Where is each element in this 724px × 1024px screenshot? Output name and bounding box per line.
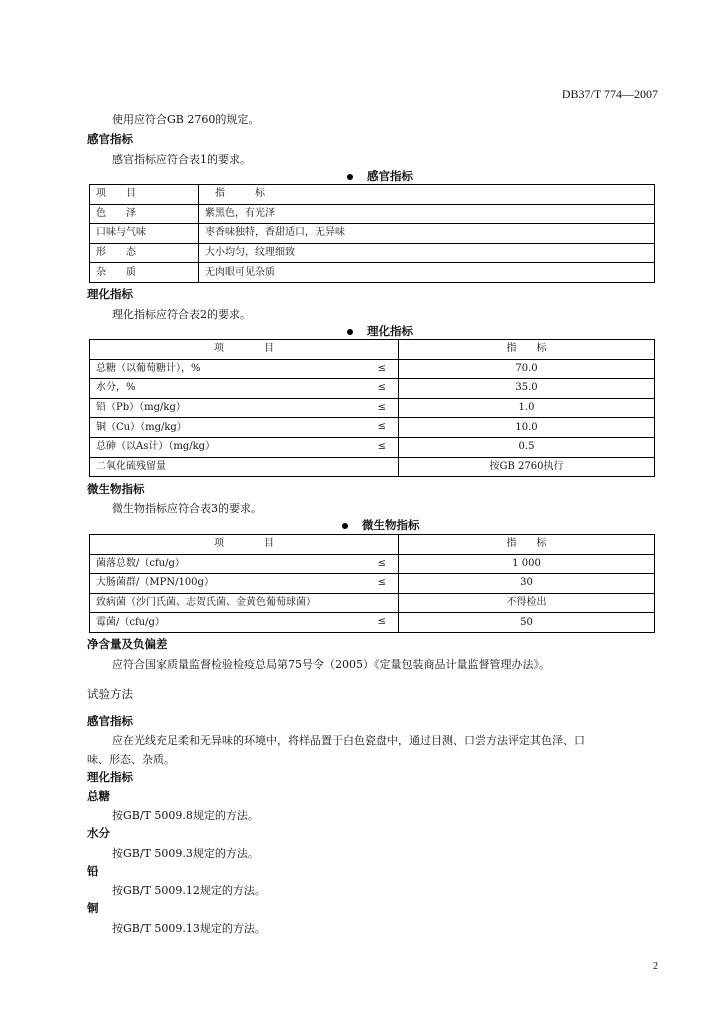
table-row	[90, 224, 655, 244]
table-header-cell: 项 目	[90, 535, 399, 555]
table-cell: 无肉眼可见杂质	[199, 263, 655, 283]
table-header-cell: 指 标	[199, 185, 655, 205]
bullet-icon	[347, 329, 353, 335]
sensory-heading: 感官指标	[87, 132, 133, 146]
sensory-text: 感官指标应符合表1的要求。	[112, 153, 251, 166]
physchem-heading: 理化指标	[87, 287, 133, 301]
table-cell: 30	[399, 574, 655, 594]
table-cell: 70.0	[399, 359, 655, 379]
table-cell: 35.0	[399, 379, 655, 399]
net-content-text: 应符合国家质量监督检验检疫总局第75号令（2005）《定量包装商品计量监督管理办法》。	[112, 658, 550, 671]
micro-text: 微生物指标应符合表3的要求。	[112, 502, 262, 515]
table-row	[90, 243, 655, 263]
table-row	[90, 398, 655, 418]
bullet-icon	[342, 523, 348, 529]
table-cell: 二氧化硫残留量	[90, 457, 399, 477]
table2-title: 理化指标	[347, 323, 413, 339]
table-row	[90, 613, 655, 633]
table-cell: 铅（Pb）（mg/kg） ≤	[90, 398, 399, 418]
method-text-moisture: 按GB/T 5009.3规定的方法。	[112, 847, 259, 860]
intro-text: 使用应符合GB 2760的规定。	[112, 113, 260, 126]
method-heading-copper: 铜	[87, 901, 99, 915]
table-row	[90, 554, 655, 574]
table-cell: 菌落总数/（cfu/g） ≤	[90, 554, 399, 574]
method-text-total-sugar: 按GB/T 5009.8规定的方法。	[112, 809, 259, 822]
table-row	[90, 593, 655, 613]
bullet-icon	[347, 174, 353, 180]
physchem-table	[89, 339, 655, 477]
document-code: DB37/T 774—2007	[561, 87, 658, 101]
table-header-row	[90, 535, 655, 555]
table-row	[90, 263, 655, 283]
table-cell: 色 泽	[90, 204, 199, 224]
table-cell: 大肠菌群/（MPN/100g） ≤	[90, 574, 399, 594]
table-cell: 杂 质	[90, 263, 199, 283]
table-header-cell: 指 标	[399, 535, 655, 555]
table-cell: 铜（Cu）（mg/kg） ≤	[90, 418, 399, 438]
table-row	[90, 574, 655, 594]
table-row	[90, 457, 655, 477]
table-row	[90, 379, 655, 399]
table-header-cell: 项 目	[90, 185, 199, 205]
table-cell: 口味与气味	[90, 224, 199, 244]
micro-heading: 微生物指标	[87, 482, 145, 496]
table-row	[90, 437, 655, 457]
method-text-lead: 按GB/T 5009.12规定的方法。	[112, 884, 266, 897]
table-cell: 10.0	[399, 418, 655, 438]
table-cell: 大小均匀，纹理细致	[199, 243, 655, 263]
table-cell: 致病菌（沙门氏菌、志贺氏菌、金黄色葡萄球菌）	[90, 593, 399, 613]
table-cell: 总糖（以葡萄糖计），% ≤	[90, 359, 399, 379]
sensory-table	[89, 184, 655, 283]
test-physchem-heading: 理化指标	[87, 770, 133, 784]
table-cell: 50	[399, 613, 655, 633]
method-heading-total-sugar: 总糖	[87, 789, 110, 803]
test-sensory-text-1: 应在光线充足柔和无异味的环境中，将样品置于白色瓷盘中，通过目测、口尝方法评定其色泽、口	[112, 734, 585, 747]
table-cell: 枣香味独特，香甜适口，无异味	[199, 224, 655, 244]
table-cell: 水分，% ≤	[90, 379, 399, 399]
table-row	[90, 359, 655, 379]
micro-table	[89, 534, 655, 633]
table-row	[90, 204, 655, 224]
table-row	[90, 418, 655, 438]
table-cell: 形 态	[90, 243, 199, 263]
table-cell: 1.0	[399, 398, 655, 418]
page-number: 2	[653, 961, 658, 972]
table-header-cell: 项 目	[90, 340, 399, 360]
physchem-text: 理化指标应符合表2的要求。	[112, 308, 251, 321]
table3-title: 微生物指标	[342, 517, 420, 533]
method-text-copper: 按GB/T 5009.13规定的方法。	[112, 922, 266, 935]
table-cell: 霉菌/（cfu/g） ≤	[90, 613, 399, 633]
test-sensory-text-2: 味、形态、杂质。	[87, 753, 175, 766]
table-cell: 0.5	[399, 437, 655, 457]
table-cell: 按GB 2760执行	[399, 457, 655, 477]
table1-title: 感官指标	[347, 168, 413, 184]
table-header-row	[90, 340, 655, 360]
table-cell: 不得检出	[399, 593, 655, 613]
test-methods-heading: 试验方法	[87, 687, 133, 701]
test-sensory-heading: 感官指标	[87, 714, 133, 728]
method-heading-lead: 铅	[87, 864, 99, 878]
table-cell: 1 000	[399, 554, 655, 574]
table-cell: 总砷（以As计）（mg/kg） ≤	[90, 437, 399, 457]
net-content-heading: 净含量及负偏差	[87, 637, 168, 651]
table-header-cell: 指 标	[399, 340, 655, 360]
table-cell: 紫黑色，有光泽	[199, 204, 655, 224]
method-heading-moisture: 水分	[87, 826, 110, 840]
table-header-row	[90, 185, 655, 205]
